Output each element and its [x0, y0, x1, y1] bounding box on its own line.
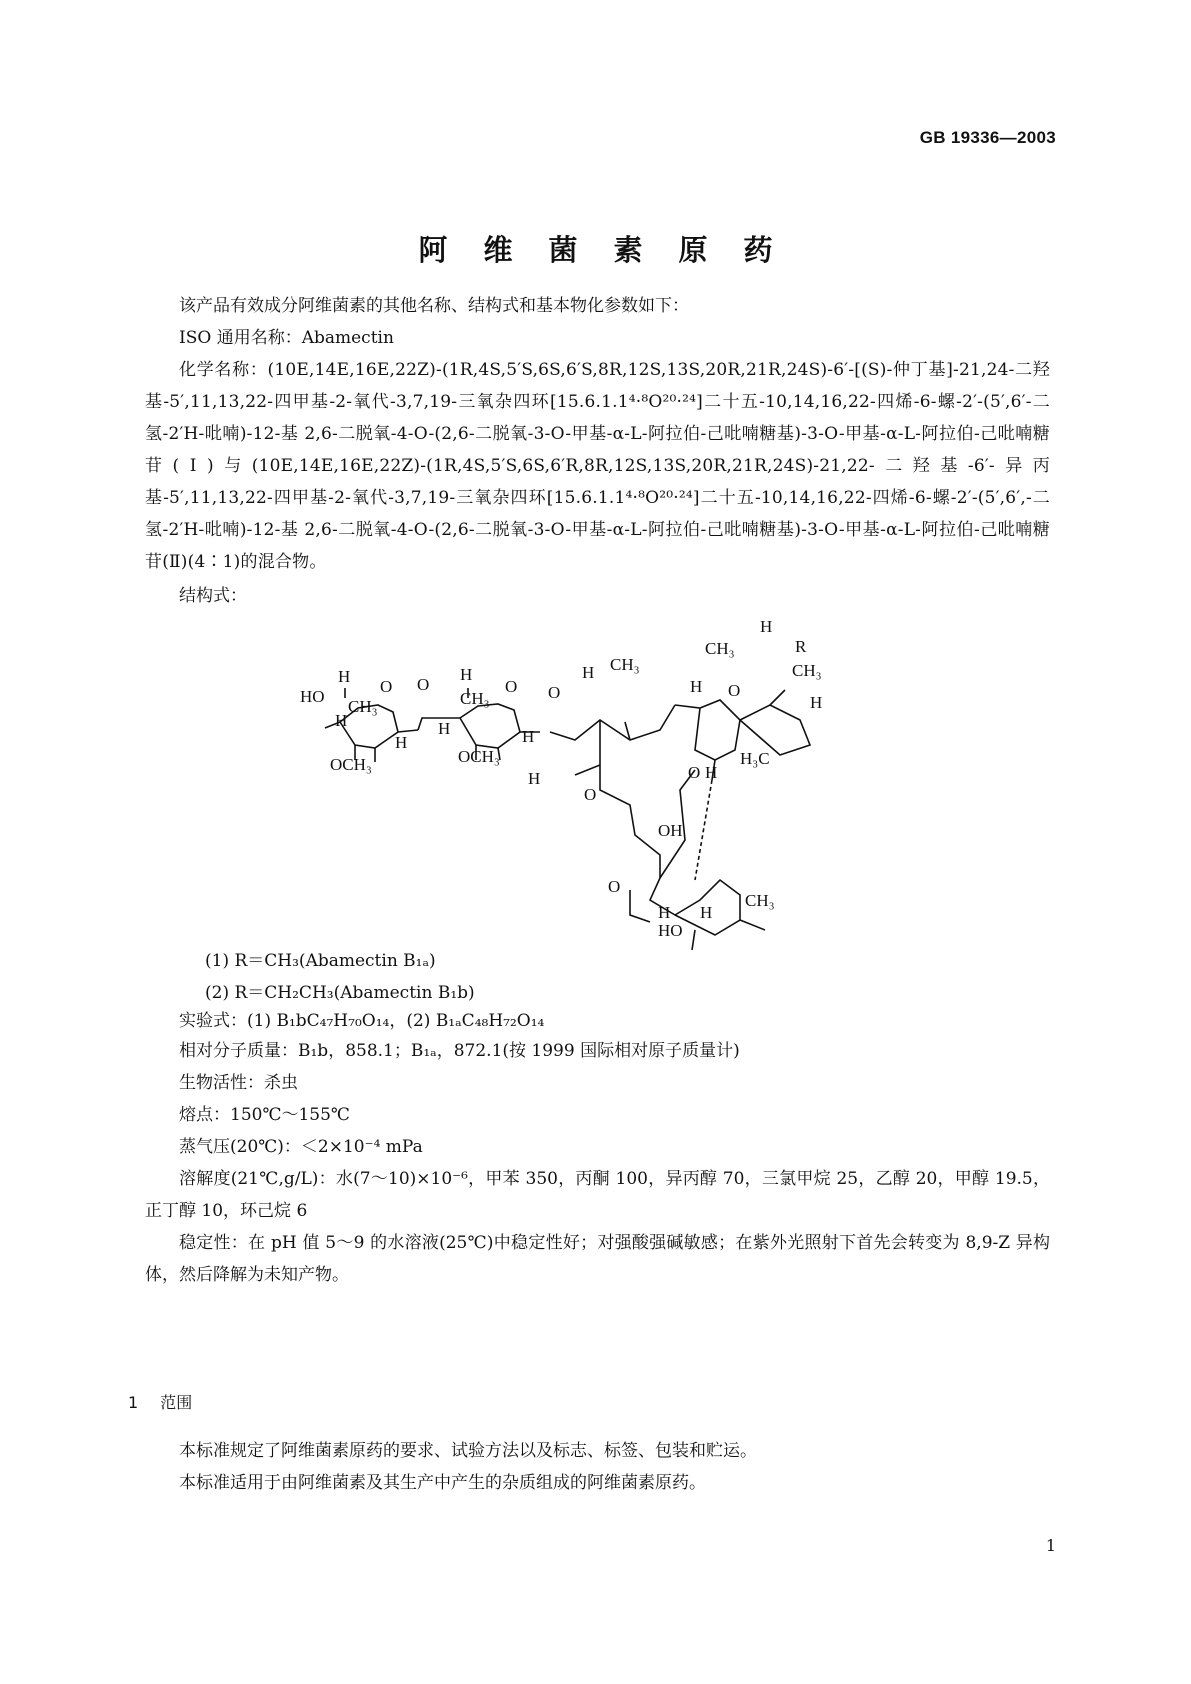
melting-point: 熔点：150℃～155℃ [179, 1105, 350, 1125]
page-number: 1 [1045, 1536, 1056, 1555]
mol-label: HO [658, 921, 683, 940]
chemical-name: 化学名称：(10E,14E,16E,22Z)-(1R,4S,5′S,6S,6′S,8R,12S,13S,20R,21R,24S)-6′-[(S)-仲丁基]-21,24-二羟基-5′,11,13,22-四甲基-2-氧代-3,7,19-三氧杂四环[15.6.1.1⁴·⁸O²⁰·²⁴]二十五-10,14,16,22-四烯-6-螺-2′-(5′,6′-二氢-2′H-吡喃)-12-基 2,6-二脱氧-4-O-(2,6-二脱氧-3-O-甲基-α-L-阿拉伯-己吡喃糖基)-3-O-甲基-α-L-阿拉伯-己吡喃糖苷(Ⅰ)与(10E,14E,16E,22Z)-(1R,4S,5′S,6S,6′R,8R,12S,13S,20R,21R,24S)-21,22-二羟基-6′-异丙基-5′,11,13,22-四甲基-2-氧代-3,7,19-三氧杂四环[15.6.1.1⁴·⁸O²⁰·²⁴]二十五-10,14,16,22-四烯-6-螺-2′-(5′,6′,-二氢-2′H-吡喃)-12-基 2,6-二脱氧-4-O-(2,6-二脱氧-3-O-甲基-α-L-阿拉伯-己吡喃糖基)-3-O-甲基-α-L-阿拉伯-己吡喃糖苷(Ⅱ)(4∶1)的混合物。 [145, 360, 1050, 572]
mol-label: H₃C [740, 749, 770, 768]
mol-label: O [417, 675, 430, 694]
mol-label: H [460, 665, 473, 684]
mol-label: O [688, 763, 701, 782]
mol-label: HO [300, 687, 325, 706]
mol-label: CH₃ [460, 689, 490, 708]
mol-label: OCH₃ [330, 755, 372, 774]
bio-activity: 生物活性：杀虫 [179, 1073, 298, 1093]
mol-label: CH₃ [705, 639, 735, 658]
molecular-mass: 相对分子质量：B₁b，858.1；B₁ₐ，872.1(按 1999 国际相对原子质量计) [179, 1041, 740, 1061]
standard-number: GB 19336—2003 [919, 128, 1056, 147]
mol-label: O [608, 877, 621, 896]
mol-label: O [584, 785, 597, 804]
mol-label: O [505, 677, 518, 696]
mol-label: H [700, 903, 713, 922]
mol-label: O [548, 683, 561, 702]
scope-paragraph-2: 本标准适用于由阿维菌素及其生产中产生的杂质组成的阿维菌素原药。 [179, 1473, 706, 1493]
mol-label: H [760, 617, 773, 636]
mol-label: H [705, 763, 718, 782]
document-title: 阿维菌素原药 [418, 233, 809, 267]
intro-paragraph: 该产品有效成分阿维菌素的其他名称、结构式和基本物化参数如下： [179, 296, 689, 316]
mol-label: H [690, 677, 703, 696]
mol-label: CH₃ [610, 655, 640, 674]
mol-label: CH₃ [792, 661, 822, 680]
variant-2: (2) R＝CH₂CH₃(Abamectin B₁b) [205, 983, 475, 1003]
section-title: 范围 [160, 1393, 193, 1412]
mol-label: OH [658, 821, 683, 840]
mol-label: H [658, 903, 671, 922]
mol-label: CH₃ [745, 891, 775, 910]
mol-label: R [795, 637, 807, 656]
mol-label: H [395, 733, 408, 752]
mol-label: H [582, 663, 595, 682]
iso-name: ISO 通用名称：Abamectin [179, 328, 394, 348]
mol-label: H [528, 769, 541, 788]
section-number: 1 [128, 1393, 139, 1412]
mol-label: OCH₃ [458, 747, 500, 766]
mol-label: O [728, 681, 741, 700]
mol-label: H [335, 711, 348, 730]
stability: 稳定性：在 pH 值 5～9 的水溶液(25℃)中稳定性好；对强酸强碱敏感；在紫外光照射下首先会转变为 8,9-Z 异构体，然后降解为未知产物。 [145, 1233, 1050, 1286]
section-heading [128, 1390, 214, 1413]
empirical-formula: 实验式：(1) B₁bC₄₇H₇₀O₁₄，(2) B₁ₐC₄₈H₇₂O₁₄ [179, 1011, 545, 1031]
vapor-pressure: 蒸气压(20℃)：＜2×10⁻⁴ mPa [179, 1137, 423, 1157]
mol-label: H [810, 693, 823, 712]
variant-1: (1) R＝CH₃(Abamectin B₁ₐ) [205, 951, 436, 971]
mol-label: CH₃ [348, 697, 378, 716]
scope-paragraph-1: 本标准规定了阿维菌素原药的要求、试验方法以及标志、标签、包装和贮运。 [179, 1441, 757, 1461]
mol-label: H [522, 727, 535, 746]
mol-label: H [438, 719, 451, 738]
mol-label: H [338, 667, 351, 686]
mol-label: O [380, 677, 393, 696]
structure-label: 结构式： [179, 586, 247, 606]
solubility: 溶解度(21℃,g/L)：水(7～10)×10⁻⁶，甲苯 350，丙酮 100，异丙醇 70，三氯甲烷 25，乙醇 20，甲醇 19.5，正丁醇 10，环己烷 6 [145, 1169, 1050, 1222]
